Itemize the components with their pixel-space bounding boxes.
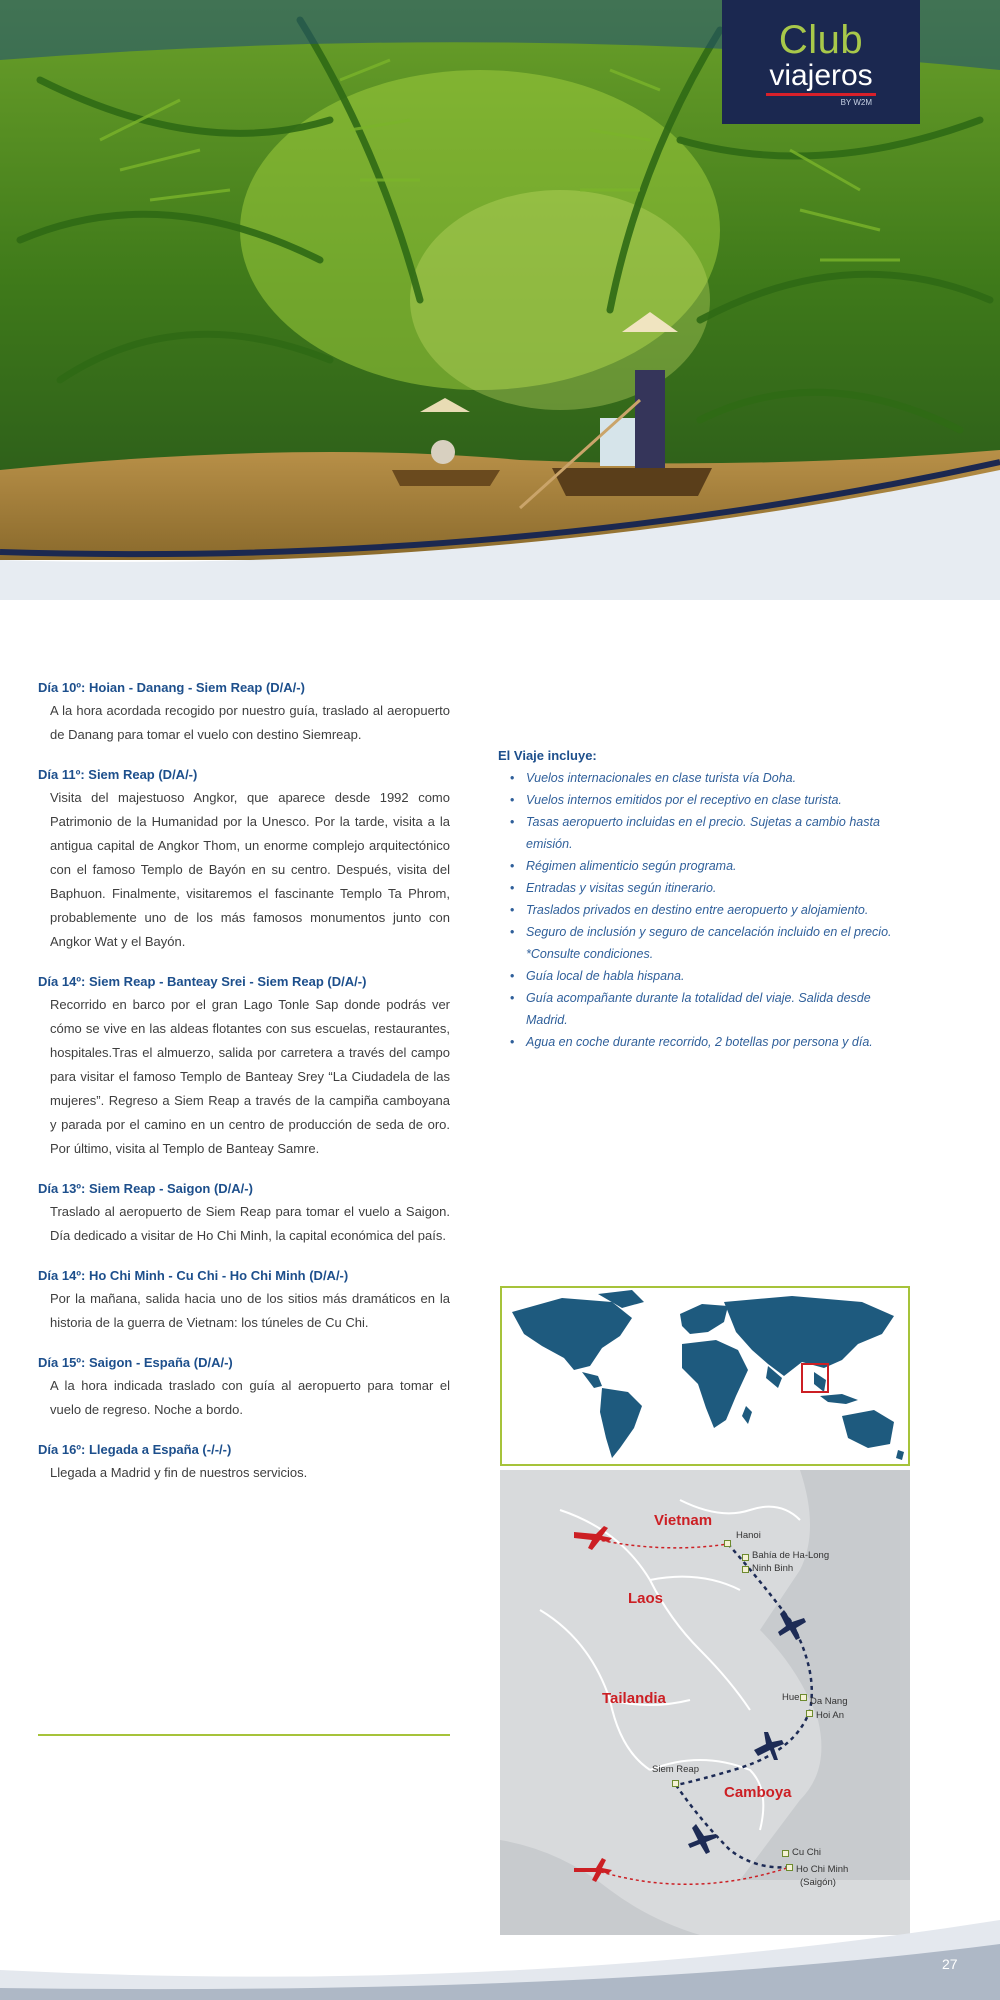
city-label-danang: Da Nang (810, 1696, 848, 1707)
day-description: A la hora indicada traslado con guía al aeropuerto para tomar el vuelo de regreso. Noche a bordo. (50, 1378, 450, 1417)
city-marker (800, 1694, 807, 1701)
route-map (500, 1470, 910, 1935)
city-label-halong: Bahía de Ha-Long (752, 1550, 830, 1561)
logo-viajeros-text: viajeros (769, 59, 873, 92)
country-label-camboya: Camboya (724, 1784, 792, 1801)
itinerary-day (38, 974, 450, 1161)
itinerary-day (38, 1181, 450, 1248)
club-viajeros-logo (722, 0, 920, 124)
day-description: Visita del majestuoso Angkor, que aparece desde 1992 como Patrimonio de la Humanidad por la Unesco. Por la tarde, visita a la antigua capital de Angkor Thom, un enorme complejo arquitectónico con el famoso Templo de Bayón en su centro. Después, visita del Baphuon. Finalmente, visitaremos el fascinante Templo Ta Phrom, probablemente uno de los más famosos monumentos junto con Angkor Wat y el Bayón. (50, 790, 450, 949)
day-description: Llegada a Madrid y fin de nuestros servicios. (50, 1465, 308, 1480)
itinerary-day (38, 1442, 450, 1485)
day-title: Día 10º: Hoian - Danang - Siem Reap (D/A/-) (38, 680, 305, 695)
city-label-hoian: Hoi An (816, 1710, 844, 1721)
world-map (500, 1286, 910, 1466)
itinerary-column (38, 680, 450, 1505)
footer-band (0, 1900, 1000, 2000)
city-label-cuchi: Cu Chi (792, 1847, 822, 1858)
day-description: Por la mañana, salida hacia uno de los sitios más dramáticos en la historia de la guerra de Vietnam: los túneles de Cu Chi. (50, 1291, 450, 1330)
logo-club-text: Club (778, 18, 864, 62)
itinerary-day (38, 767, 450, 954)
day-title: Día 14º: Ho Chi Minh - Cu Chi - Ho Chi Minh (D/A/-) (38, 1268, 349, 1283)
country-label-vietnam: Vietnam (654, 1512, 713, 1529)
includes-item: • Guía local de habla hispana. (498, 965, 914, 987)
day-title: Día 16º: Llegada a España (-/-/-) (38, 1442, 232, 1457)
includes-item: • Seguro de inclusión y seguro de cancelación incluido en el precio. *Consulte condiciones. (498, 921, 914, 965)
day-description: Recorrido en barco por el gran Lago Tonle Sap donde podrás ver cómo se vive en las aldeas flotantes con sus escuelas, restaurantes, hospitales.Tras el almuerzo, salida por carretera a través del campo para visitar el famoso Templo de Banteay Srey “La Ciudadela de las mujeres”. Regreso a Siem Reap a través de la campiña camboyana y parada por el camino en un centro de producción de seda de oro. Por último, visita al Templo de Banteay Samre. (50, 997, 450, 1156)
includes-item: • Vuelos internacionales en clase turista vía Doha. (498, 767, 914, 789)
city-label-ninhbinh: Ninh Binh (752, 1563, 794, 1574)
includes-item: • Régimen alimenticio según programa. (498, 855, 914, 877)
city-label-saigon: (Saigón) (800, 1877, 836, 1888)
country-label-tailandia: Tailandia (602, 1690, 666, 1707)
page-number: 27 (942, 1956, 958, 1972)
day-title: Día 14º: Siem Reap - Banteay Srei - Siem Reap (D/A/-) (38, 974, 367, 989)
logo-by-text: BY W2M (840, 98, 872, 107)
includes-item: • Entradas y visitas según itinerario. (498, 877, 914, 899)
includes-item: • Agua en coche durante recorrido, 2 botellas por persona y día. (498, 1031, 914, 1053)
city-label-hochiminh: Ho Chi Minh (796, 1864, 849, 1875)
logo-underline (766, 93, 876, 96)
city-marker (742, 1554, 749, 1561)
city-label-hue: Hue (782, 1692, 800, 1703)
city-marker (672, 1780, 679, 1787)
itinerary-day (38, 680, 450, 747)
includes-title: El Viaje incluye: (498, 748, 597, 763)
itinerary-day (38, 1355, 450, 1422)
itinerary-day (38, 1268, 450, 1335)
city-marker (806, 1710, 813, 1717)
city-label-hanoi: Hanoi (736, 1530, 761, 1541)
includes-list (498, 767, 914, 1053)
day-description: Traslado al aeropuerto de Siem Reap para tomar el vuelo a Saigon. Día dedicado a visitar de Ho Chi Minh, la capital económica del país. (50, 1204, 450, 1243)
country-label-laos: Laos (628, 1590, 664, 1607)
section-divider (38, 1734, 450, 1736)
city-marker (786, 1864, 793, 1871)
day-title: Día 15º: Saigon - España (D/A/-) (38, 1355, 233, 1370)
day-title: Día 11º: Siem Reap (D/A/-) (38, 767, 198, 782)
day-description: A la hora acordada recogido por nuestro guía, traslado al aeropuerto de Danang para tomar el vuelo con destino Siemreap. (50, 703, 450, 742)
day-title: Día 13º: Siem Reap - Saigon (D/A/-) (38, 1181, 253, 1196)
city-marker (782, 1850, 789, 1857)
city-marker (724, 1540, 731, 1547)
city-marker (742, 1566, 749, 1573)
includes-item: • Traslados privados en destino entre aeropuerto y alojamiento. (498, 899, 914, 921)
city-label-siemreap: Siem Reap (652, 1764, 699, 1775)
trip-includes (498, 748, 914, 1053)
includes-item: • Tasas aeropuerto incluidas en el precio. Sujetas a cambio hasta emisión. (498, 811, 914, 855)
includes-item: • Vuelos internos emitidos por el receptivo en clase turista. (498, 789, 914, 811)
includes-item: • Guía acompañante durante la totalidad del viaje. Salida desde Madrid. (498, 987, 914, 1031)
